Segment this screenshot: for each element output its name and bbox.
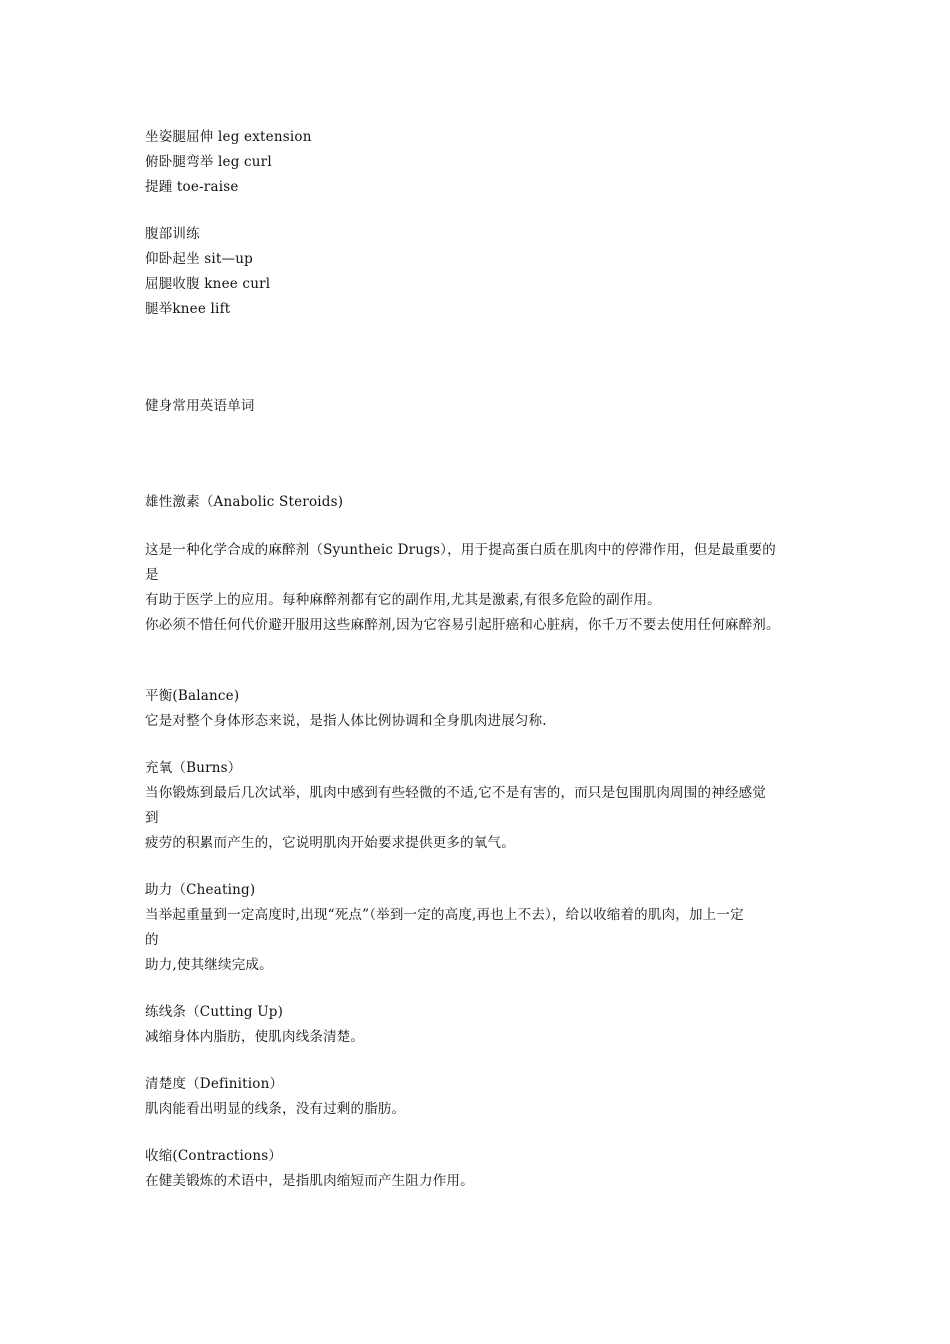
contractions-term: 收缩(Contractions） xyxy=(145,1148,283,1164)
steroids-desc-line-4: 你必须不惜任何代价避开服用这些麻醉剂,因为它容易引起肝癌和心脏病，你千万不要去使用任何麻醉剂。 xyxy=(145,617,780,633)
cutting-up-term: 练线条（Cutting Up) xyxy=(145,1004,284,1020)
definition-term: 清楚度（Definition） xyxy=(145,1076,284,1092)
burns-desc-line-2: 到 xyxy=(145,810,159,826)
vocabulary-heading: 健身常用英语单词 xyxy=(145,398,255,414)
burns-desc-line-1: 当你锻炼到最后几次试举，肌肉中感到有些轻微的不适,它不是有害的，而只是包围肌肉周围的神经感觉 xyxy=(145,785,766,801)
burns-term: 充氧（Burns） xyxy=(145,760,242,776)
toe-raise-line: 提踵 toe-raise xyxy=(145,179,239,195)
sit-up-line: 仰卧起坐 sit—up xyxy=(145,251,253,267)
cheating-desc-line-2: 的 xyxy=(145,932,159,948)
balance-desc: 它是对整个身体形态来说，是指人体比例协调和全身肌肉进展匀称. xyxy=(145,713,547,729)
abdominal-training-heading: 腹部训练 xyxy=(145,226,200,242)
burns-desc-line-3: 疲劳的积累而产生的，它说明肌肉开始要求提供更多的氧气。 xyxy=(145,835,515,851)
cheating-term: 助力（Cheating) xyxy=(145,882,256,898)
contractions-desc: 在健美锻炼的术语中，是指肌肉缩短而产生阻力作用。 xyxy=(145,1173,474,1189)
leg-curl-line: 俯卧腿弯举 leg curl xyxy=(145,154,272,170)
steroids-desc-line-2: 是 xyxy=(145,567,159,583)
knee-lift-line: 腿举knee lift xyxy=(145,301,231,317)
cutting-up-desc: 减缩身体内脂肪，使肌肉线条清楚。 xyxy=(145,1029,365,1045)
definition-desc: 肌肉能看出明显的线条，没有过剩的脂肪。 xyxy=(145,1101,406,1117)
cheating-desc-line-3: 助力,使其继续完成。 xyxy=(145,957,273,973)
leg-extension-line: 坐姿腿屈伸 leg extension xyxy=(145,129,312,145)
cheating-desc-line-1: 当举起重量到一定高度时,出现“死点”（举到一定的高度,再也上不去），给以收缩着的肌肉，加上一定 xyxy=(145,907,744,923)
knee-curl-line: 屈腿收腹 knee curl xyxy=(145,276,271,292)
steroids-desc-line-3: 有助于医学上的应用。每种麻醉剂都有它的副作用,尤其是激素,有很多危险的副作用。 xyxy=(145,592,661,608)
balance-term: 平衡(Balance) xyxy=(145,688,240,704)
steroids-term: 雄性激素（Anabolic Steroids) xyxy=(145,494,344,510)
steroids-desc-line-1: 这是一种化学合成的麻醉剂（Syuntheic Drugs），用于提高蛋白质在肌肉中的停滞作用，但是最重要的 xyxy=(145,542,776,558)
